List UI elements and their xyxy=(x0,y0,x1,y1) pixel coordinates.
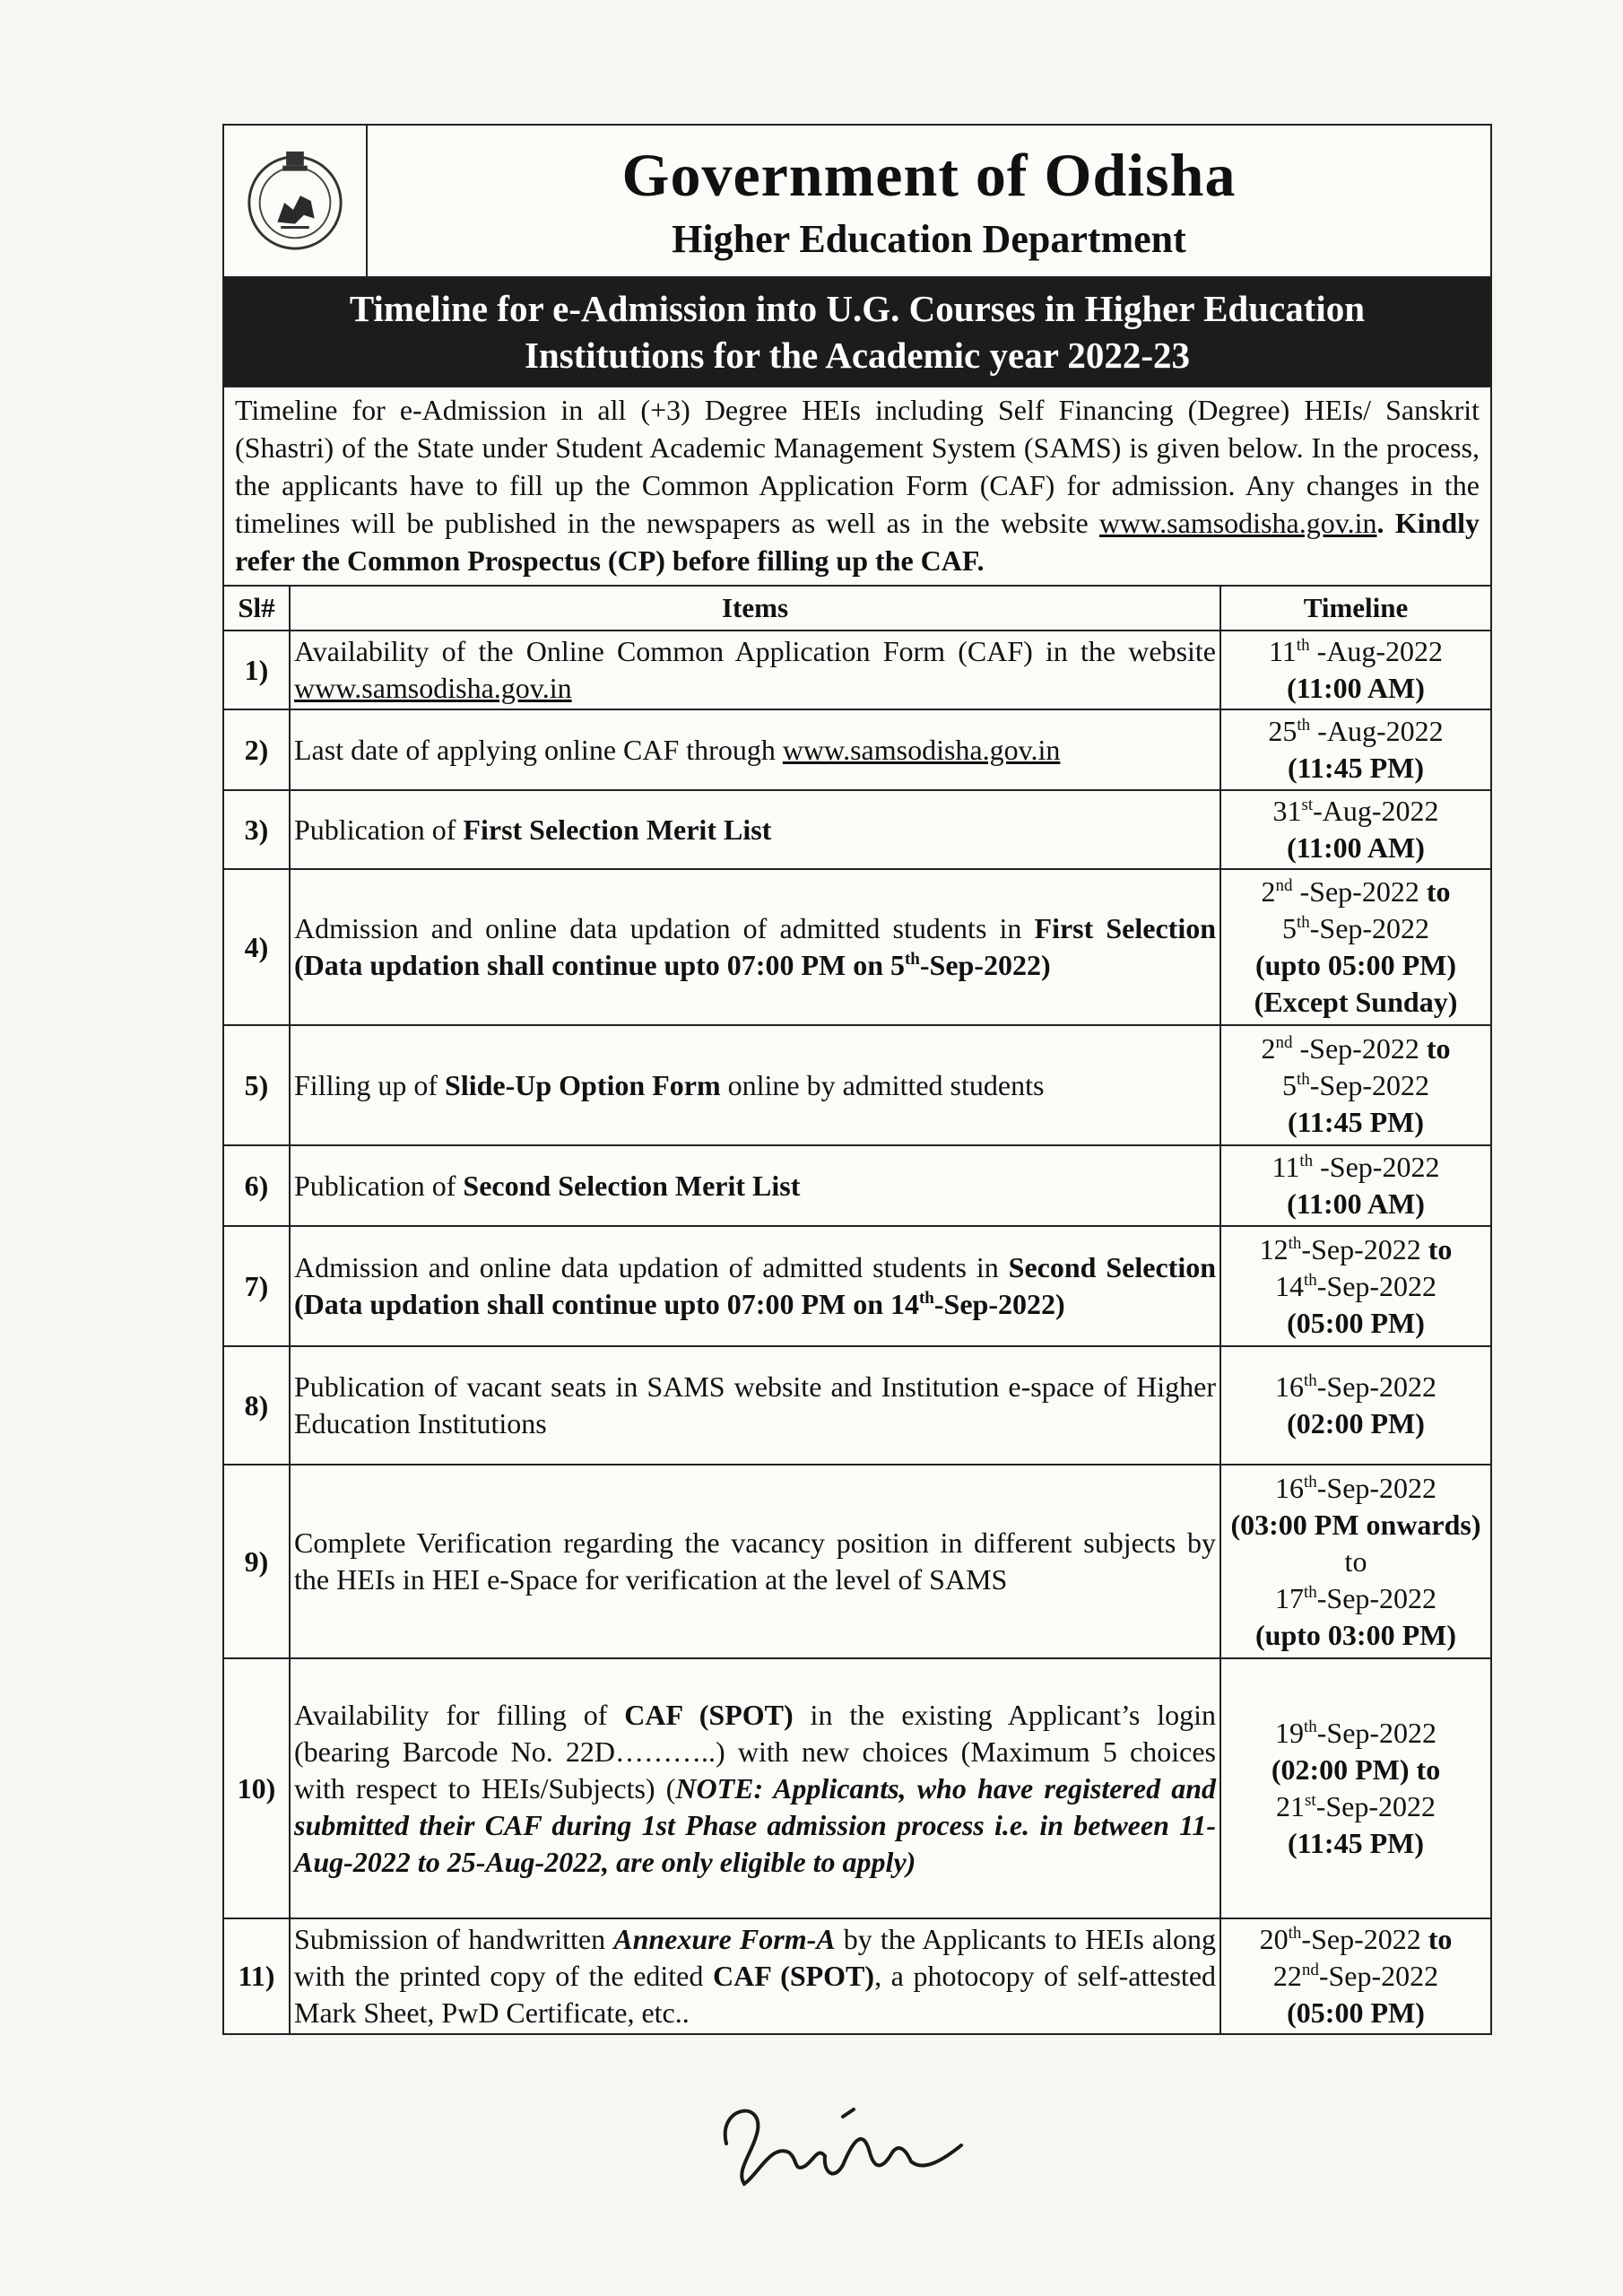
row-sl: 9) xyxy=(224,1465,290,1658)
website-link[interactable]: www.samsodisha.gov.in xyxy=(294,672,572,704)
date-day: 31 xyxy=(1272,795,1302,827)
date-day: 19 xyxy=(1274,1717,1304,1749)
item-text: Publication of xyxy=(294,1169,464,1202)
date-suffix: th xyxy=(1296,636,1310,655)
table-row xyxy=(224,1918,1490,2033)
table-row xyxy=(224,1658,1490,1918)
date-rest: -Sep-2022 xyxy=(1309,912,1430,944)
to-text: to xyxy=(1426,875,1451,908)
date-day: 12 xyxy=(1259,1232,1289,1265)
item-bold-text: Slide-Up Option Form xyxy=(445,1068,721,1101)
item-text: Availability for filling of xyxy=(294,1698,625,1731)
time-text: (05:00 PM) xyxy=(1287,1996,1425,2029)
item-bold-text: CAF (SPOT) xyxy=(712,1960,875,1992)
date-rest: -Sep-2022 xyxy=(1301,1232,1428,1265)
item-bold-text: CAF (SPOT) xyxy=(624,1698,794,1731)
banner-line-2: Institutions for the Academic year 2022-23 xyxy=(524,335,1191,376)
table-header-row xyxy=(224,587,1490,631)
date-suffix: th xyxy=(1297,716,1311,735)
row-sl: 4) xyxy=(224,869,290,1025)
timeline-banner xyxy=(224,278,1490,387)
time-text: (11:45 PM) xyxy=(1288,752,1424,784)
date-day: 16 xyxy=(1274,1370,1304,1403)
row-sl: 1) xyxy=(224,631,290,709)
date-suffix: th xyxy=(1303,1371,1317,1390)
date-rest: -Aug-2022 xyxy=(1310,715,1444,747)
intro-paragraph xyxy=(224,387,1490,587)
date-suffix: nd xyxy=(1275,1032,1293,1052)
time-text: (05:00 PM) xyxy=(1287,1306,1425,1339)
item-text: Admission and online data updation of admitted students in xyxy=(294,1251,1009,1283)
item-text: online by admitted students xyxy=(720,1068,1045,1101)
item-text: Filling up of xyxy=(294,1068,446,1101)
date-day: 20 xyxy=(1259,1923,1289,1955)
time-text: (11:45 PM) xyxy=(1288,1105,1424,1138)
column-header-sl: Sl# xyxy=(224,587,290,631)
table-row xyxy=(224,1145,1490,1226)
row-timeline xyxy=(1220,1145,1490,1226)
item-text: Submission of handwritten xyxy=(294,1923,614,1955)
row-sl: 11) xyxy=(224,1918,290,2033)
intro-bold-text: . Kindly refer the Common Prospectus (CP) before filling up the CAF. xyxy=(235,507,1480,577)
date-rest: -Sep-2022 xyxy=(1318,1960,1439,1992)
row-item xyxy=(290,869,1220,1025)
row-sl: 10) xyxy=(224,1658,290,1918)
time-text: (11:00 AM) xyxy=(1287,672,1425,704)
item-bold-text: -Sep-2022) xyxy=(919,949,1051,981)
item-note-text: NOTE: Applicants, who have registered and submitted their CAF during 1st Phase admission process i.e. in between 11-Aug-2022 to 25-Aug-2022, are only eligible to apply) xyxy=(294,1771,1216,1878)
row-timeline xyxy=(1220,1226,1490,1346)
date-suffix: th xyxy=(1303,1472,1317,1492)
to-text: to xyxy=(1428,1923,1453,1955)
item-bold-text: -Sep-2022) xyxy=(933,1288,1065,1320)
row-timeline xyxy=(1220,1025,1490,1145)
item-bold-text: Second Selection (Data updation shall continue upto 07:00 PM on 14 xyxy=(294,1251,1217,1320)
row-timeline xyxy=(1220,1465,1490,1658)
date-rest: -Sep-2022 xyxy=(1315,1790,1436,1822)
time-text: (02:00 PM) to xyxy=(1271,1753,1441,1786)
date-day: 2 xyxy=(1261,875,1276,908)
time-text: (upto 03:00 PM) xyxy=(1255,1618,1456,1651)
table-row xyxy=(224,709,1490,790)
time-text: (03:00 PM onwards) xyxy=(1230,1508,1481,1541)
table-row xyxy=(224,1226,1490,1346)
time-text: (Except Sunday) xyxy=(1254,986,1458,1018)
page-title: Government of Odisha xyxy=(621,141,1237,209)
table-row xyxy=(224,869,1490,1025)
item-text: Publication of xyxy=(294,813,464,846)
row-item xyxy=(290,631,1220,709)
date-day: 2 xyxy=(1261,1031,1276,1065)
date-suffix: th xyxy=(1296,913,1310,932)
item-text: by the Applicants to HEIs along with the printed copy of the edited xyxy=(294,1923,1217,1992)
date-day: 16 xyxy=(1274,1471,1304,1504)
column-header-items: Items xyxy=(290,587,1220,631)
date-rest: -Sep-2022 xyxy=(1313,1151,1440,1183)
time-text: (11:00 AM) xyxy=(1287,1187,1425,1220)
item-bold-text: First Selection Merit List xyxy=(463,813,772,846)
header xyxy=(224,126,1490,278)
row-timeline xyxy=(1220,1658,1490,1918)
row-timeline xyxy=(1220,869,1490,1025)
time-text: (11:45 PM) xyxy=(1288,1827,1424,1859)
date-day: 5 xyxy=(1281,1068,1297,1101)
row-sl: 8) xyxy=(224,1346,290,1465)
date-suffix: th xyxy=(1303,1582,1317,1602)
item-text: Admission and online data updation of admitted students in xyxy=(294,912,1035,944)
date-rest: -Sep-2022 xyxy=(1301,1923,1428,1955)
row-timeline xyxy=(1220,790,1490,869)
row-sl: 5) xyxy=(224,1025,290,1145)
item-text: , a photocopy of self-attested Mark Sheet, PwD Certificate, etc.. xyxy=(294,1960,1217,2029)
to-text: to xyxy=(1426,1031,1451,1065)
column-header-timeline: Timeline xyxy=(1220,587,1490,631)
date-day: 14 xyxy=(1274,1269,1304,1302)
date-day: 5 xyxy=(1281,912,1297,944)
item-text: Complete Verification regarding the vacancy position in different subjects by the HEIs in HEI e-Space for verification at the level of SAMS xyxy=(294,1526,1216,1596)
emblem-cell xyxy=(224,126,368,276)
row-sl: 2) xyxy=(224,709,290,790)
odisha-state-emblem-icon xyxy=(242,148,348,254)
date-suffix: st xyxy=(1301,796,1314,814)
date-rest: -Sep-2022 xyxy=(1316,1269,1437,1302)
title-block xyxy=(368,126,1490,276)
time-text: (02:00 PM) xyxy=(1287,1407,1425,1439)
row-item xyxy=(290,709,1220,790)
item-text: Availability of the Online Common Application Form (CAF) in the website xyxy=(294,635,1216,667)
date-rest: -Sep-2022 xyxy=(1316,1581,1437,1614)
row-item xyxy=(290,790,1220,869)
date-suffix: st xyxy=(1305,1791,1316,1810)
date-rest: -Sep-2022 xyxy=(1292,875,1427,908)
banner-line-1: Timeline for e-Admission into U.G. Courses in Higher Education xyxy=(349,288,1366,329)
item-text: in the existing Applicant’s login (bearing Barcode No. 22D………..) with new choices (Maximum 5 choices with respect to HEIs/Subjects) ( xyxy=(294,1698,1217,1805)
date-day: 25 xyxy=(1268,715,1298,747)
timeline-table xyxy=(224,587,1490,2033)
item-suffix: th xyxy=(918,1289,934,1308)
signature xyxy=(708,2090,968,2197)
date-rest: -Aug-2022 xyxy=(1313,795,1439,827)
row-item xyxy=(290,1658,1220,1918)
row-item xyxy=(290,1145,1220,1226)
table-row xyxy=(224,1346,1490,1465)
date-suffix: th xyxy=(1303,1718,1317,1736)
item-text: Last date of applying online CAF through xyxy=(294,733,783,766)
to-text: to xyxy=(1344,1544,1367,1578)
date-day: 11 xyxy=(1271,1151,1300,1183)
date-day: 21 xyxy=(1276,1790,1305,1822)
date-rest: -Sep-2022 xyxy=(1309,1068,1430,1101)
time-text: (11:00 AM) xyxy=(1287,831,1425,864)
row-timeline xyxy=(1220,1918,1490,2033)
intro-text: Timeline for e-Admission in all (+3) Degree HEIs including Self Financing (Degree) HEIs/ Sanskrit (Shastri) of the State under Student Academic Management System (SAMS) is given below. In the process, the applicants have to fill up the Common Application Form (CAF) for admission. Any changes in the timelines will be published in the newspapers as well as in the website xyxy=(235,394,1480,539)
row-sl: 3) xyxy=(224,790,290,869)
row-sl: 7) xyxy=(224,1226,290,1346)
row-item xyxy=(290,1226,1220,1346)
date-suffix: th xyxy=(1296,1069,1310,1089)
item-suffix: th xyxy=(904,950,920,969)
item-note-text: Annexure Form-A xyxy=(613,1923,836,1955)
date-day: 11 xyxy=(1268,635,1297,667)
date-suffix: th xyxy=(1288,1924,1302,1943)
notice-sheet xyxy=(222,124,1492,2035)
date-day: 22 xyxy=(1272,1960,1302,1992)
date-suffix: th xyxy=(1303,1270,1317,1290)
item-bold-text: Second Selection Merit List xyxy=(463,1169,801,1202)
table-row xyxy=(224,790,1490,869)
date-rest: -Aug-2022 xyxy=(1309,635,1443,667)
date-rest: -Sep-2022 xyxy=(1316,1717,1437,1749)
row-timeline xyxy=(1220,1346,1490,1465)
date-rest: -Sep-2022 xyxy=(1316,1471,1437,1504)
date-suffix: nd xyxy=(1275,876,1293,895)
row-item xyxy=(290,1025,1220,1145)
row-item xyxy=(290,1346,1220,1465)
row-item xyxy=(290,1918,1220,2033)
date-suffix: nd xyxy=(1301,1961,1319,1979)
row-sl: 6) xyxy=(224,1145,290,1226)
table-row xyxy=(224,1465,1490,1658)
item-text: Publication of vacant seats in SAMS website and Institution e-space of Higher Education Institutions xyxy=(294,1370,1216,1439)
table-row xyxy=(224,631,1490,709)
row-timeline xyxy=(1220,709,1490,790)
date-suffix: th xyxy=(1299,1152,1314,1170)
item-bold-text: First Selection (Data updation shall continue upto 07:00 PM on 5 xyxy=(294,912,1217,981)
date-suffix: th xyxy=(1288,1233,1302,1253)
website-link[interactable]: www.samsodisha.gov.in xyxy=(1098,507,1377,539)
date-rest: -Sep-2022 xyxy=(1292,1031,1427,1065)
table-row xyxy=(224,1025,1490,1145)
to-text: to xyxy=(1428,1232,1453,1265)
website-link[interactable]: www.samsodisha.gov.in xyxy=(782,733,1061,766)
date-day: 17 xyxy=(1274,1581,1304,1614)
row-item xyxy=(290,1465,1220,1658)
time-text: (upto 05:00 PM) xyxy=(1255,949,1456,981)
date-rest: -Sep-2022 xyxy=(1316,1370,1437,1403)
department-title: Higher Education Department xyxy=(672,216,1186,261)
row-timeline xyxy=(1220,631,1490,709)
